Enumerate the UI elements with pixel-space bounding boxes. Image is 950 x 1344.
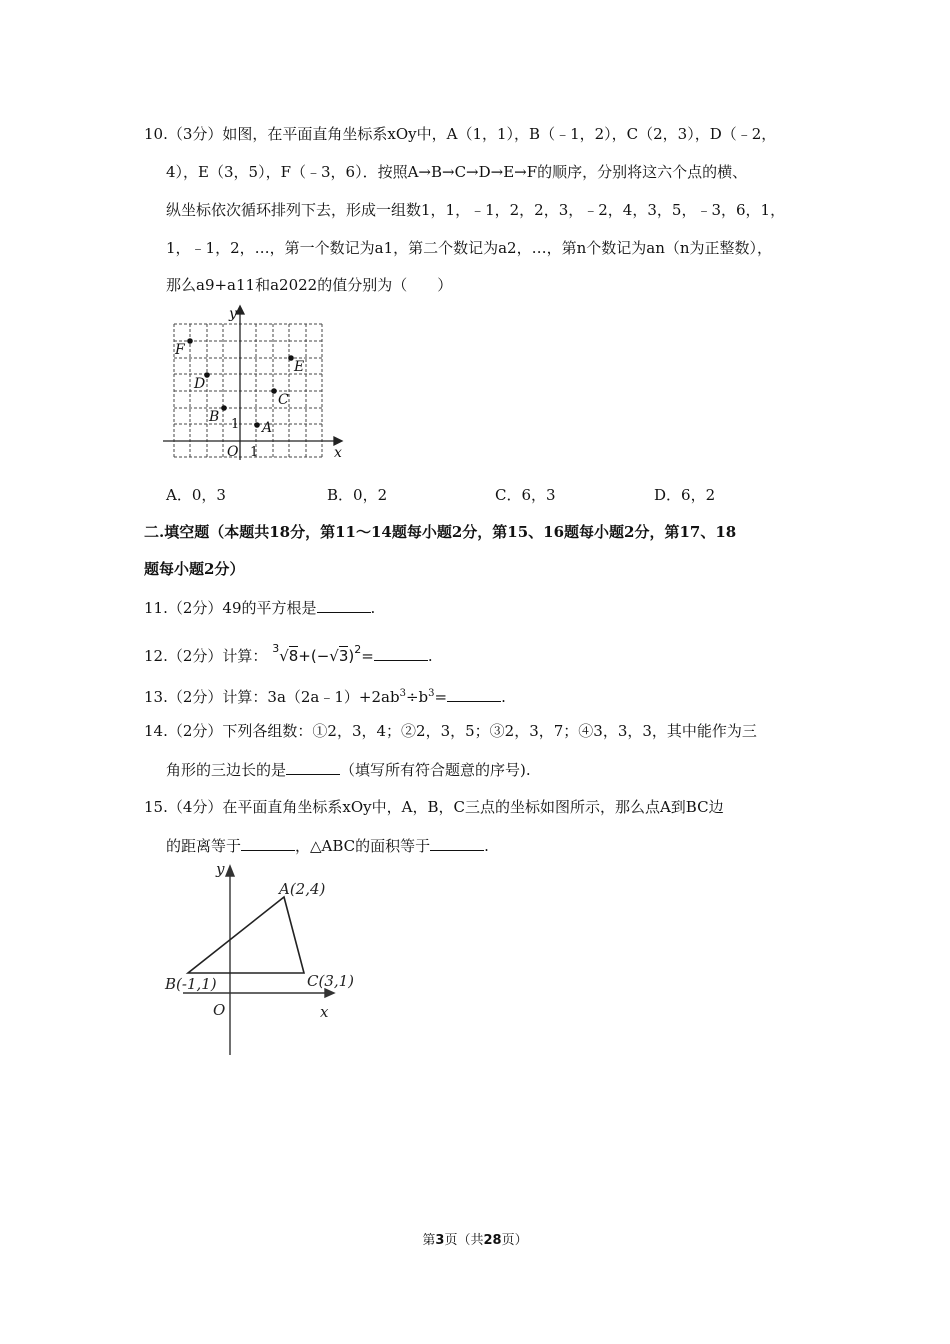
q10-line-1: 10.（3分）如图，在平面直角坐标系xOy中，A（1，1），B（﹣1，2），C（2，3），D（﹣2， — [144, 125, 777, 143]
q10-point-E — [288, 355, 294, 361]
q10-option-d[interactable]: D．6，2 — [654, 486, 716, 504]
footer-prefix: 第 — [422, 1233, 436, 1248]
q12-prefix: 12.（2分）计算： — [144, 647, 268, 665]
q13-exponent-2: 3 — [428, 688, 435, 699]
q12-close: ) — [348, 647, 355, 665]
footer-suffix: 页） — [501, 1233, 528, 1248]
q10-line-2: 4），E（3，5），F（﹣3，6）．按照A→B→C→D→E→F的顺序，分别将这六个点的横、 — [166, 163, 748, 181]
q15-x-arrow-icon — [325, 989, 334, 997]
q10-coordinate-figure — [160, 305, 360, 465]
q13-answer-blank[interactable] — [447, 686, 501, 702]
q10-y-axis-label: y — [229, 306, 237, 322]
q14-line-2-pre: 角形的三边长的是 — [166, 761, 287, 779]
q10-label-A: A — [262, 420, 273, 436]
q13-equals: = — [434, 688, 448, 706]
q10-line-3: 纵坐标依次循环排列下去，形成一组数1，1，﹣1，2，2，3，﹣2，4，3，5，﹣3，6，1， — [166, 201, 786, 219]
q10-x-axis-label: x — [334, 445, 342, 461]
q10-option-c[interactable]: C．6，3 — [495, 486, 556, 504]
q15-triangle — [188, 897, 304, 973]
q11-end: . — [370, 599, 376, 617]
q13-end: . — [501, 688, 506, 706]
q10-point-C — [271, 388, 277, 394]
q10-option-b[interactable]: B．0，2 — [327, 486, 388, 504]
q15-y-axis-label: y — [216, 860, 225, 878]
q15-distance-blank[interactable] — [241, 835, 295, 851]
q10-line-4: 1，﹣1，2，…，第一个数记为a1，第二个数记为a2，…，第n个数记为an（n为正整数）， — [166, 239, 773, 257]
q15-label-B: B(-1,1) — [165, 975, 217, 993]
q10-point-A — [254, 422, 260, 428]
footer-total-pages: 28 — [483, 1233, 502, 1248]
q10-point-B — [221, 405, 227, 411]
q10-label-D: D — [194, 376, 206, 392]
q11-answer-blank[interactable] — [317, 597, 371, 613]
section-2-title-line-1: 二.填空题（本题共18分，第11～14题每小题2分，第15、16题每小题2分，第17、18 — [144, 523, 737, 541]
q10-origin-label: O — [227, 444, 239, 460]
q15-line-1: 15.（4分）在平面直角坐标系xOy中，A，B，C三点的坐标如图所示，那么点A到BC边 — [144, 798, 724, 816]
q13 — [144, 684, 506, 707]
q14-answer-blank[interactable] — [286, 759, 340, 775]
q14-line-2 — [166, 759, 531, 780]
q10-unit-x-label: 1 — [250, 445, 259, 460]
q15-area-blank[interactable] — [430, 835, 484, 851]
footer-page-number: 3 — [435, 1233, 445, 1248]
q11-text: 11.（2分）49的平方根是 — [144, 599, 317, 617]
q15-x-axis-label: x — [320, 1003, 329, 1021]
sqrt-icon: √ — [329, 647, 339, 665]
footer-mid: 页（共 — [444, 1233, 484, 1248]
page-footer — [0, 1229, 950, 1248]
q14-line-2-post: （填写所有符合题意的序号). — [340, 761, 531, 779]
q10-x-arrow-icon — [334, 437, 342, 445]
q15-line-2 — [166, 835, 489, 856]
q15-line-2-pre: 的距离等于 — [166, 837, 242, 855]
q10-point-F — [187, 338, 193, 344]
q15-line-2-mid: ，△ABC的面积等于 — [295, 837, 431, 855]
q12-end: . — [427, 647, 433, 665]
q12-answer-blank[interactable] — [374, 645, 428, 661]
q12-exponent: 2 — [354, 643, 362, 656]
q12-radical-index: 3 — [272, 642, 280, 655]
q10-option-a[interactable]: A．0，3 — [166, 486, 226, 504]
q13-exponent-1: 3 — [399, 688, 406, 699]
q10-line-5: 那么a9+a11和a2022的值分别为（ ） — [166, 276, 453, 294]
q15-triangle-figure — [160, 858, 360, 1058]
q15-y-arrow-icon — [226, 866, 234, 876]
q11 — [144, 597, 375, 618]
q12-radical-value: 8 — [288, 647, 299, 665]
q12-sqrt-value: 3 — [338, 647, 349, 665]
q14-line-1: 14.（2分）下列各组数：①2，3，4；②2，3，5；③2，3，7；④3，3，3，其中能作为三 — [144, 722, 757, 740]
q13-prefix: 13.（2分）计算：3a（2a﹣1）+2ab — [144, 688, 400, 706]
q15-origin-label: O — [213, 1001, 226, 1019]
q10-label-B: B — [209, 409, 220, 425]
q10-y-arrow-icon — [236, 306, 244, 314]
q10-label-C: C — [278, 392, 289, 408]
q15-label-C: C(3,1) — [307, 972, 355, 990]
radical-icon: √ — [279, 647, 289, 665]
q12-equals: = — [361, 647, 374, 665]
q13-mid: ÷b — [405, 688, 429, 706]
q12 — [144, 639, 433, 666]
section-2-title-line-2: 题每小题2分） — [144, 560, 245, 578]
q15-label-A: A(2,4) — [279, 880, 326, 898]
q15-line-2-end: . — [484, 837, 489, 855]
q12-plus: +(− — [298, 647, 330, 665]
q10-label-F: F — [175, 342, 185, 358]
q10-label-E: E — [294, 359, 305, 375]
q10-unit-y-label: 1 — [231, 417, 240, 432]
